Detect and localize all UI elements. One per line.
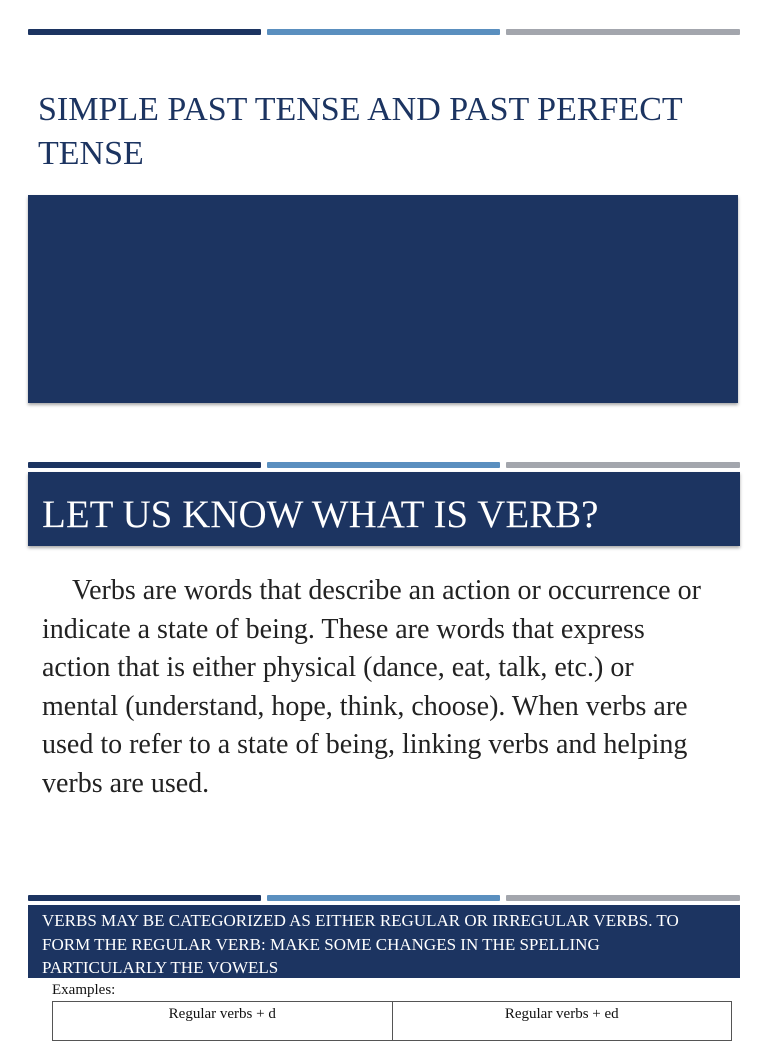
accent-stripe-dark xyxy=(28,29,261,35)
table-header-cell: Regular verbs + ed xyxy=(392,1002,732,1040)
slide2-body-text: Verbs are words that describe an action or occurrence or indicate a state of being. These are words that express action that is either physical (dance, eat, talk, etc.) or mental (understand, hope, think, choose). When verbs are used to refer to a state of being, linking verbs and helping verbs are used. xyxy=(42,575,701,799)
accent-stripe-dark xyxy=(28,895,261,901)
table-header-cell: Regular verbs + d xyxy=(168,1006,276,1022)
accent-stripe-grey xyxy=(506,29,740,35)
accent-stripe-grey xyxy=(506,462,740,468)
accent-stripe-dark xyxy=(28,462,261,468)
slide3-title-bar xyxy=(28,905,740,978)
slide2-title-bar xyxy=(28,472,740,546)
slide2-title: LET US KNOW WHAT IS VERB? xyxy=(42,493,599,536)
accent-stripe-mid xyxy=(267,462,500,468)
accent-stripe-mid xyxy=(267,29,500,35)
slide3-title: VERBS MAY BE CATEGORIZED AS EITHER REGULAR OR IRREGULAR VERBS. TO FORM THE REGULAR VERB: MAKE SOME CHANGES IN THE SPELLING PARTICULARLY THE VOWELS xyxy=(42,911,679,977)
examples-label: Examples: xyxy=(52,982,116,998)
slide1-content-box xyxy=(28,195,738,403)
accent-stripe-grey xyxy=(506,895,740,901)
slide1-title: SIMPLE PAST TENSE AND PAST PERFECT TENSE xyxy=(38,91,683,172)
examples-table xyxy=(52,1001,732,1041)
accent-stripe-mid xyxy=(267,895,500,901)
